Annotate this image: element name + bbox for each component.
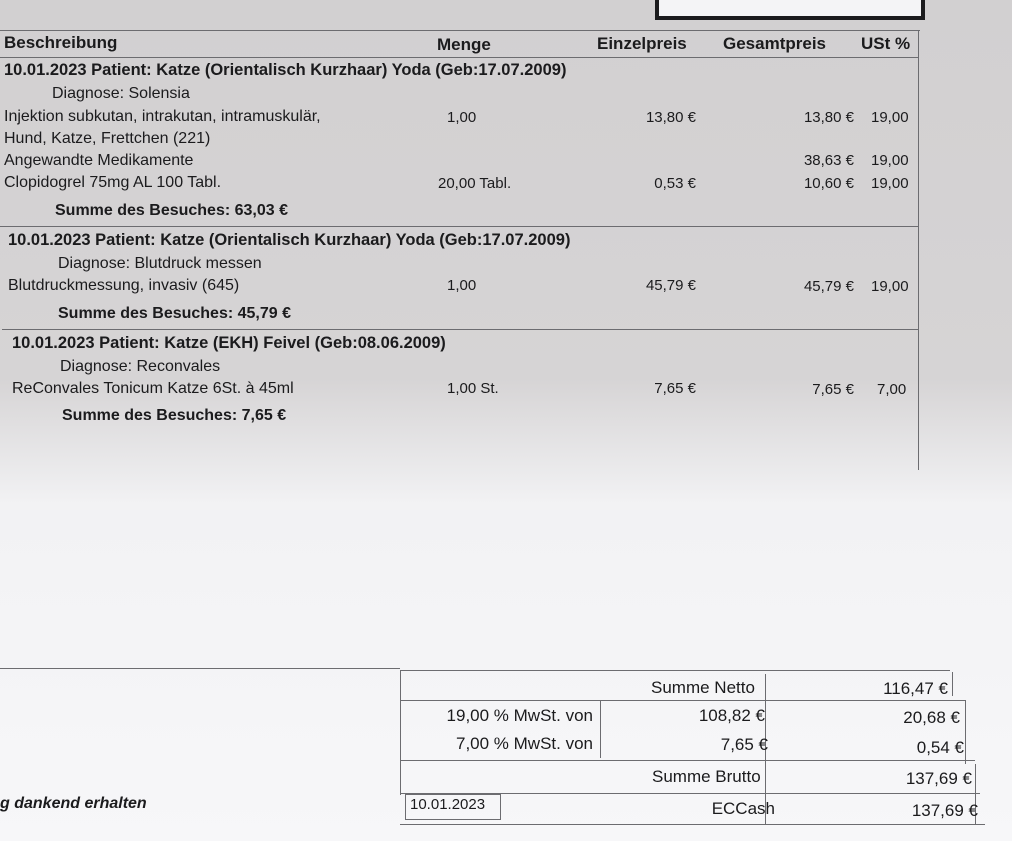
mwst19-base: 108,82 € (698, 706, 765, 725)
visit-1-item-3-gesamt: 38,63 € (803, 152, 854, 169)
mwst7-label: 7,00 % MwSt. von (455, 734, 593, 753)
mwst7-base: 7,65 € (720, 735, 768, 754)
visit-2-title: 10.01.2023 Patient: Katze (Orientalisch Kurzhaar) Yoda (Geb:17.07.2009) (8, 231, 571, 249)
visit-3-item-1-desc: ReConvales Tonicum Katze 6St. à 45ml (12, 380, 294, 397)
summe-brutto-value: 137,69 € (905, 769, 972, 788)
payment-date: 10.01.2023 (410, 796, 486, 813)
footer-rule (0, 668, 400, 669)
table-right-border (918, 30, 919, 470)
visit-1-item-3-ust: 19,00 (871, 152, 909, 169)
received-note: g dankend erhalten (0, 795, 147, 812)
visit-1-title: 10.01.2023 Patient: Katze (Orientalisch Kurzhaar) Yoda (Geb:17.07.2009) (4, 61, 567, 79)
summe-brutto-label: Summe Brutto (652, 767, 761, 786)
visit-1-item-1-einzel: 13,80 € (645, 109, 696, 126)
mwst-label-border (600, 700, 601, 758)
visit-2-item-1-gesamt: 45,79 € (803, 278, 854, 295)
visit-2-item-1-menge: 1,00 (447, 277, 477, 294)
visit-1-item-1-gesamt: 13,80 € (803, 109, 854, 126)
visit-2-rule (2, 329, 918, 330)
header-box (655, 0, 925, 20)
totals-right-border-2 (965, 700, 966, 764)
visit-1-item-4-ust: 19,00 (871, 175, 909, 192)
summe-netto-value: 116,47 € (883, 679, 948, 698)
col-einzelpreis: Einzelpreis (597, 34, 687, 53)
col-gesamtpreis: Gesamtpreis (723, 34, 826, 53)
visit-2-summe: Summe des Besuches: 45,79 € (58, 305, 292, 322)
visit-2-diagnosis: Diagnose: Blutdruck messen (58, 255, 262, 272)
visit-1-summe: Summe des Besuches: 63,03 € (55, 202, 289, 219)
col-menge: Menge (437, 35, 491, 54)
visit-2-item-1-einzel: 45,79 € (645, 277, 696, 294)
col-beschreibung: Beschreibung (4, 33, 118, 52)
visit-3-item-1-menge: 1,00 St. (447, 380, 499, 397)
totals-bottom-rule (400, 824, 985, 825)
payment-label: ECCash (711, 799, 775, 818)
visit-3-item-1-ust: 7,00 (877, 381, 907, 398)
visit-1-rule (0, 226, 918, 227)
visit-1-item-1-ust: 19,00 (871, 109, 909, 126)
mwst19-label: 19,00 % MwSt. von (446, 706, 593, 725)
visit-2-item-1-desc: Blutdruckmessung, invasiv (645) (8, 277, 240, 294)
totals-right-border-1 (952, 672, 953, 696)
visit-1-item-1-menge: 1,00 (447, 109, 477, 126)
totals-rule-2 (400, 760, 975, 761)
visit-1-item-4-desc: Clopidogrel 75mg AL 100 Tabl. (4, 174, 222, 191)
payment-value: 137,69 € (911, 801, 978, 820)
visit-1-item-3-desc: Angewandte Medikamente (4, 152, 194, 169)
visit-1-item-2-desc: Hund, Katze, Frettchen (221) (4, 130, 211, 147)
mwst19-value: 20,68 € (903, 708, 960, 727)
visit-1-item-4-menge: 20,00 Tabl. (438, 175, 512, 192)
visit-2-item-1-ust: 19,00 (871, 278, 909, 295)
summe-netto-label: Summe Netto (651, 678, 755, 697)
visit-3-title: 10.01.2023 Patient: Katze (EKH) Feivel (Geb:08.06.2009) (12, 334, 446, 352)
visit-1-item-1-desc: Injektion subkutan, intrakutan, intramuskulär, (4, 108, 321, 125)
visit-1-item-4-einzel: 0,53 € (654, 175, 696, 192)
header-bottom-rule (0, 57, 918, 58)
visit-3-item-1-gesamt: 7,65 € (812, 381, 854, 398)
visit-3-item-1-einzel: 7,65 € (654, 380, 696, 397)
mwst7-value: 0,54 € (916, 738, 964, 757)
header-top-rule (0, 30, 920, 31)
visit-1-item-4-gesamt: 10,60 € (803, 175, 854, 192)
totals-left-border (400, 670, 401, 795)
col-ust: USt % (861, 34, 911, 53)
visit-3-diagnosis: Diagnose: Reconvales (60, 358, 221, 375)
totals-rule-1 (400, 700, 965, 701)
totals-top-rule (400, 670, 950, 671)
visit-3-summe: Summe des Besuches: 7,65 € (62, 407, 287, 424)
visit-1-diagnosis: Diagnose: Solensia (52, 85, 190, 102)
